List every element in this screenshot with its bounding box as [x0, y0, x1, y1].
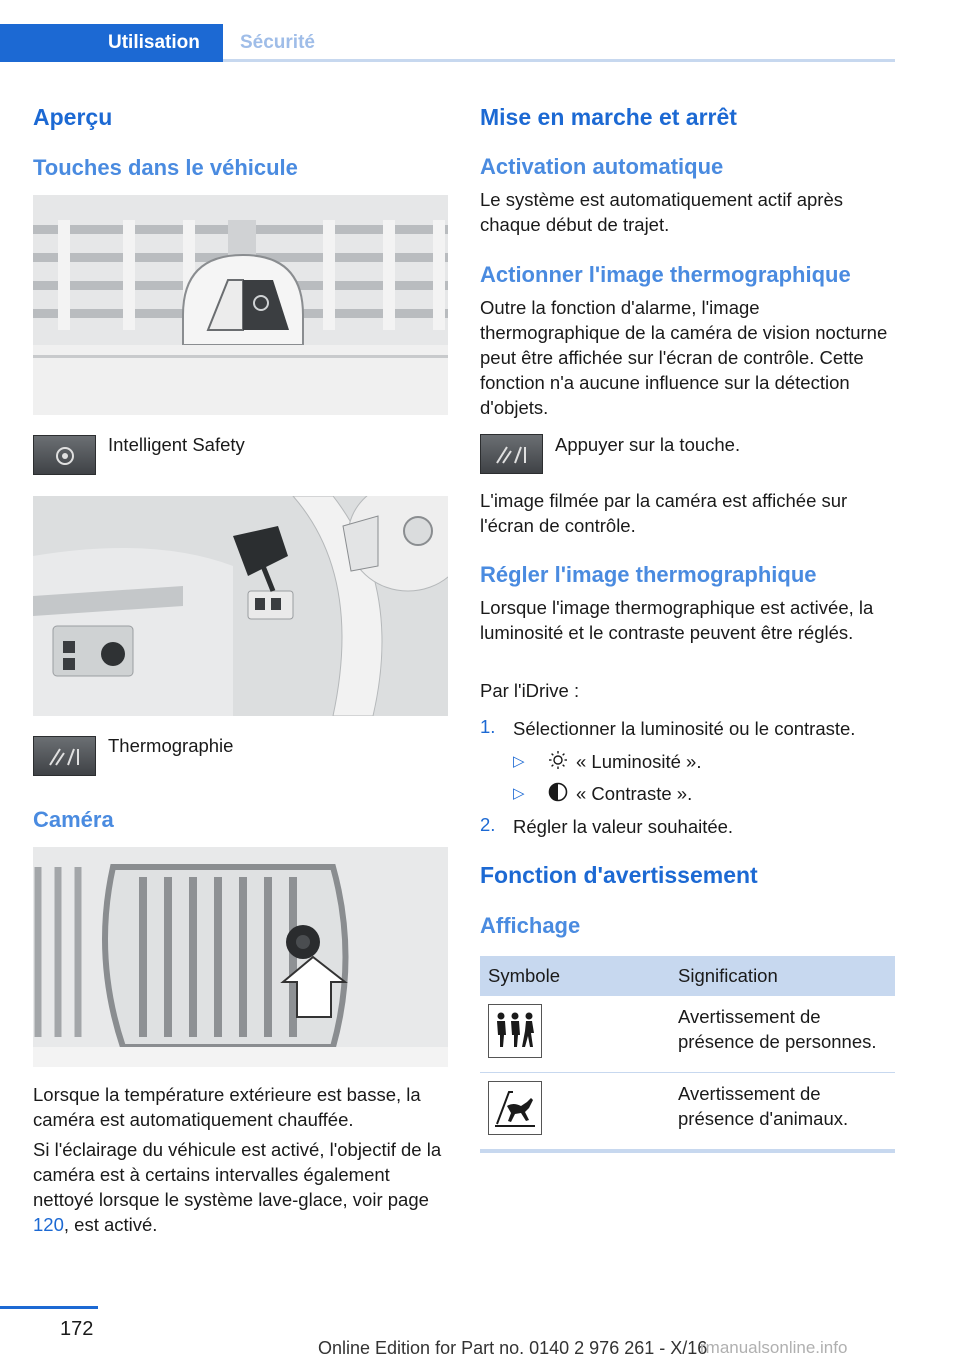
meaning-animaux: Avertissement de présence d'animaux.: [678, 1083, 849, 1129]
sub-bullet-1: ▷: [513, 753, 525, 770]
table-header: [480, 956, 895, 996]
photo-grille-button: [33, 195, 448, 415]
brightness-icon: [548, 750, 568, 775]
page-number: 172: [60, 1318, 94, 1340]
press-button-label: Appuyer sur la touche.: [555, 434, 741, 455]
paragraph-actionner: Outre la fonction d'alarme, l'image thermographique de la caméra de vision nocturne peut être affichée sur l'écran de contrôle. Cette fonction n'a aucune influence sur la détection d'objets.: [480, 297, 888, 418]
paragraph-camera-heated: Lorsque la température extérieure est basse, la caméra est automatiquement chauffée.: [33, 1084, 421, 1130]
paragraph-idrive: Par l'iDrive :: [480, 680, 580, 701]
watermark: rmanualsonline.info: [700, 1338, 848, 1357]
heading-regler: Régler l'image thermographique: [480, 562, 817, 587]
contrast-icon: [548, 782, 568, 807]
tab-securite[interactable]: Sécurité: [240, 32, 315, 53]
heading-affichage: Affichage: [480, 913, 581, 938]
sub-item-contraste: « Contraste ».: [576, 783, 693, 804]
heading-actionner: Actionner l'image thermographique: [480, 262, 851, 287]
section-title-apercu: Aperçu: [33, 104, 113, 130]
thermographie-label: Thermographie: [108, 735, 234, 756]
sub-item-luminosite: « Luminosité ».: [576, 751, 702, 772]
edition-note: Online Edition for Part no. 0140 2 976 261 - X/16: [318, 1338, 708, 1358]
heading-fonction-avertissement: Fonction d'avertissement: [480, 862, 758, 888]
heading-activation-auto: Activation automatique: [480, 154, 724, 179]
table-row: [480, 1073, 895, 1153]
animal-warning-icon: [488, 1081, 542, 1135]
page-link-120[interactable]: 120: [33, 1214, 64, 1235]
paragraph-text-end: , est activé.: [63, 1214, 158, 1235]
intelligent-safety-button-image: [33, 435, 96, 475]
paragraph-camera-cleaning: [33, 1137, 451, 1237]
section-title-mise-en-marche: Mise en marche et arrêt: [480, 104, 737, 130]
step-2-text: Régler la valeur souhaitée.: [513, 816, 734, 837]
paragraph-text: Si l'éclairage du véhicule est activé, l'objectif de la caméra est à certains intervalles également nettoyé lorsque le système lave-glace, voir page: [33, 1139, 442, 1210]
warning-symbols-table: [480, 956, 895, 1153]
paragraph-regler: Lorsque l'image thermographique est activée, la luminosité et le contraste peuvent être réglés.: [480, 597, 874, 643]
pedestrian-warning-icon: [488, 1004, 542, 1058]
table-row: [480, 996, 895, 1073]
sub-bullet-2: ▷: [513, 785, 525, 802]
step-1-number: 1.: [480, 716, 496, 737]
subtitle-touches: Touches dans le véhicule: [33, 155, 298, 180]
thermographie-button-image-2: [480, 434, 543, 474]
col-signification: Signification: [678, 965, 778, 986]
step-1-text: Sélectionner la luminosité ou le contraste.: [513, 718, 856, 739]
footer-rule: [0, 1306, 98, 1309]
tab-utilisation[interactable]: Utilisation: [0, 24, 223, 62]
heading-camera: Caméra: [33, 807, 114, 832]
photo-camera-grille: [33, 847, 448, 1067]
chapter-tabs: [0, 24, 895, 62]
photo-steering-wheel: [33, 496, 448, 716]
thermographie-button-image: [33, 736, 96, 776]
meaning-personnes: Avertissement de présence de personnes.: [678, 1006, 877, 1052]
step-2-number: 2.: [480, 814, 496, 835]
intelligent-safety-label: Intelligent Safety: [108, 434, 245, 455]
paragraph-activation-auto: Le système est automatiquement actif après chaque début de trajet.: [480, 189, 843, 235]
col-symbole: Symbole: [488, 965, 560, 986]
paragraph-image-displayed: L'image filmée par la caméra est affichée sur l'écran de contrôle.: [480, 490, 848, 536]
